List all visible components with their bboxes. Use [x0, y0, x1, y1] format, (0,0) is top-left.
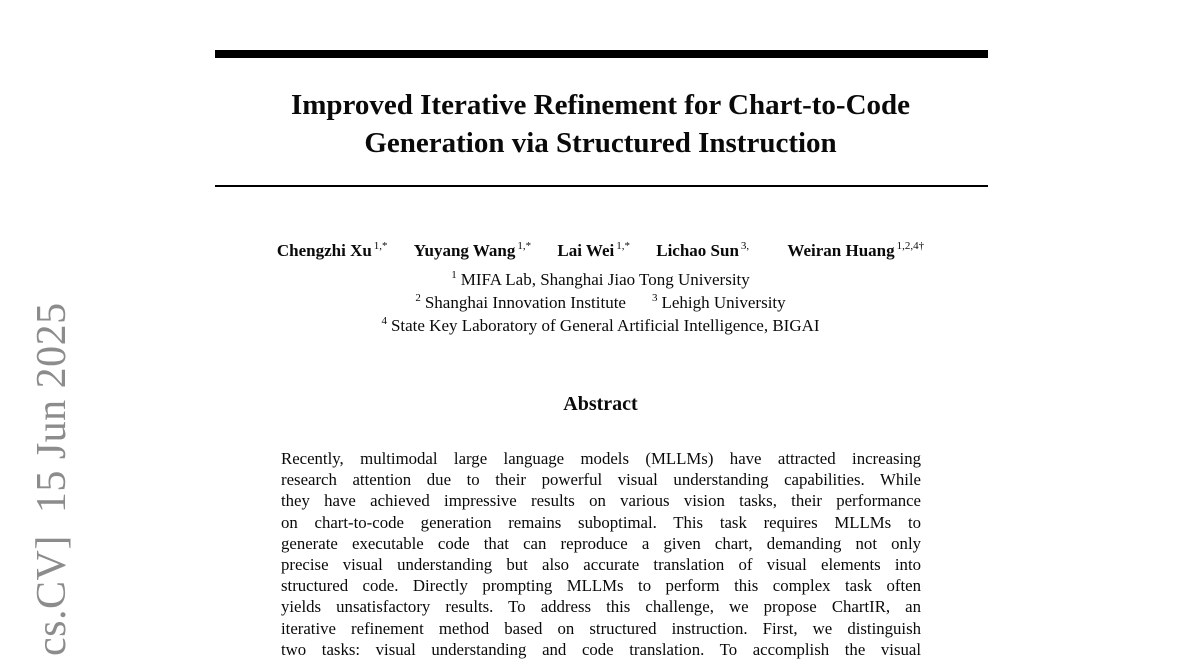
affiliation-2-superscript: 2 [415, 292, 421, 305]
arxiv-watermark: cs.CV] 15 Jun 2025 [29, 302, 75, 656]
author-3 [557, 241, 630, 260]
affiliation-line-1 [213, 268, 988, 291]
affiliation-3-superscript: 3 [651, 292, 658, 305]
abstract-line: on chart-to-code generation remains suboptimal. This task requires MLLMs to [281, 512, 921, 532]
author-2-name: Yuyang Wang [413, 241, 516, 260]
author-3-superscript: 1,* [616, 240, 630, 253]
abstract-line: yields unsatisfactory results. To address this challenge, we propose ChartIR, an [281, 597, 921, 617]
author-5-name: Weiran Huang [787, 241, 895, 260]
affiliation-3-text: Lehigh University [661, 293, 786, 312]
author-4 [656, 241, 749, 260]
author-2-superscript: 1,* [517, 240, 532, 253]
author-1-name: Chengzhi Xu [276, 241, 372, 260]
abstract-line: iterative refinement method based on structured instruction. First, we distinguish [281, 618, 921, 638]
author-1-superscript: 1,* [373, 240, 388, 253]
author-4-name: Lichao Sun [656, 241, 739, 260]
affiliation-1-superscript: 1 [451, 269, 457, 282]
author-3-name: Lai Wei [557, 241, 615, 260]
abstract-line: Recently, multimodal large language models (MLLMs) have attracted increasing [281, 449, 921, 468]
paper-title-line2: Generation via Structured Instruction [364, 127, 837, 159]
abstract-body [281, 448, 921, 660]
author-1 [277, 241, 388, 260]
affiliation-4-text: State Key Laboratory of General Artificial Intelligence, BIGAI [390, 316, 820, 335]
abstract-line: generate executable code that can reproduce a given chart, demanding not only [281, 533, 921, 553]
affiliation-list [213, 268, 988, 337]
paper-title [213, 86, 988, 162]
abstract-line: research attention due to their powerful visual understanding capabilities. While [281, 470, 921, 490]
author-2 [414, 241, 531, 260]
affiliation-2-text: Shanghai Innovation Institute [424, 293, 626, 312]
abstract-line: they have achieved impressive results on various vision tasks, their performance [281, 491, 921, 511]
author-5 [787, 241, 924, 260]
title-rule-top [215, 50, 988, 58]
title-rule-bottom [215, 185, 988, 187]
author-list [188, 241, 1013, 261]
author-5-superscript: 1,2,4† [896, 240, 925, 253]
affiliation-4-superscript: 4 [381, 315, 387, 328]
author-4-superscript: 3, [740, 240, 750, 253]
abstract-line: precise visual understanding but also accurate translation of visual elements into [281, 554, 921, 574]
abstract-line: structured code. Directly prompting MLLMs to perform this complex task often [281, 576, 921, 596]
abstract-heading: Abstract [563, 393, 638, 415]
affiliation-line-3 [213, 314, 988, 337]
paper-title-line1: Improved Iterative Refinement for Chart-to-Code [290, 89, 911, 121]
affiliation-1-text: MIFA Lab, Shanghai Jiao Tong University [460, 270, 750, 289]
affiliation-line-2 [213, 291, 988, 314]
abstract-line: two tasks: visual understanding and code translation. To accomplish the visual [281, 639, 921, 659]
